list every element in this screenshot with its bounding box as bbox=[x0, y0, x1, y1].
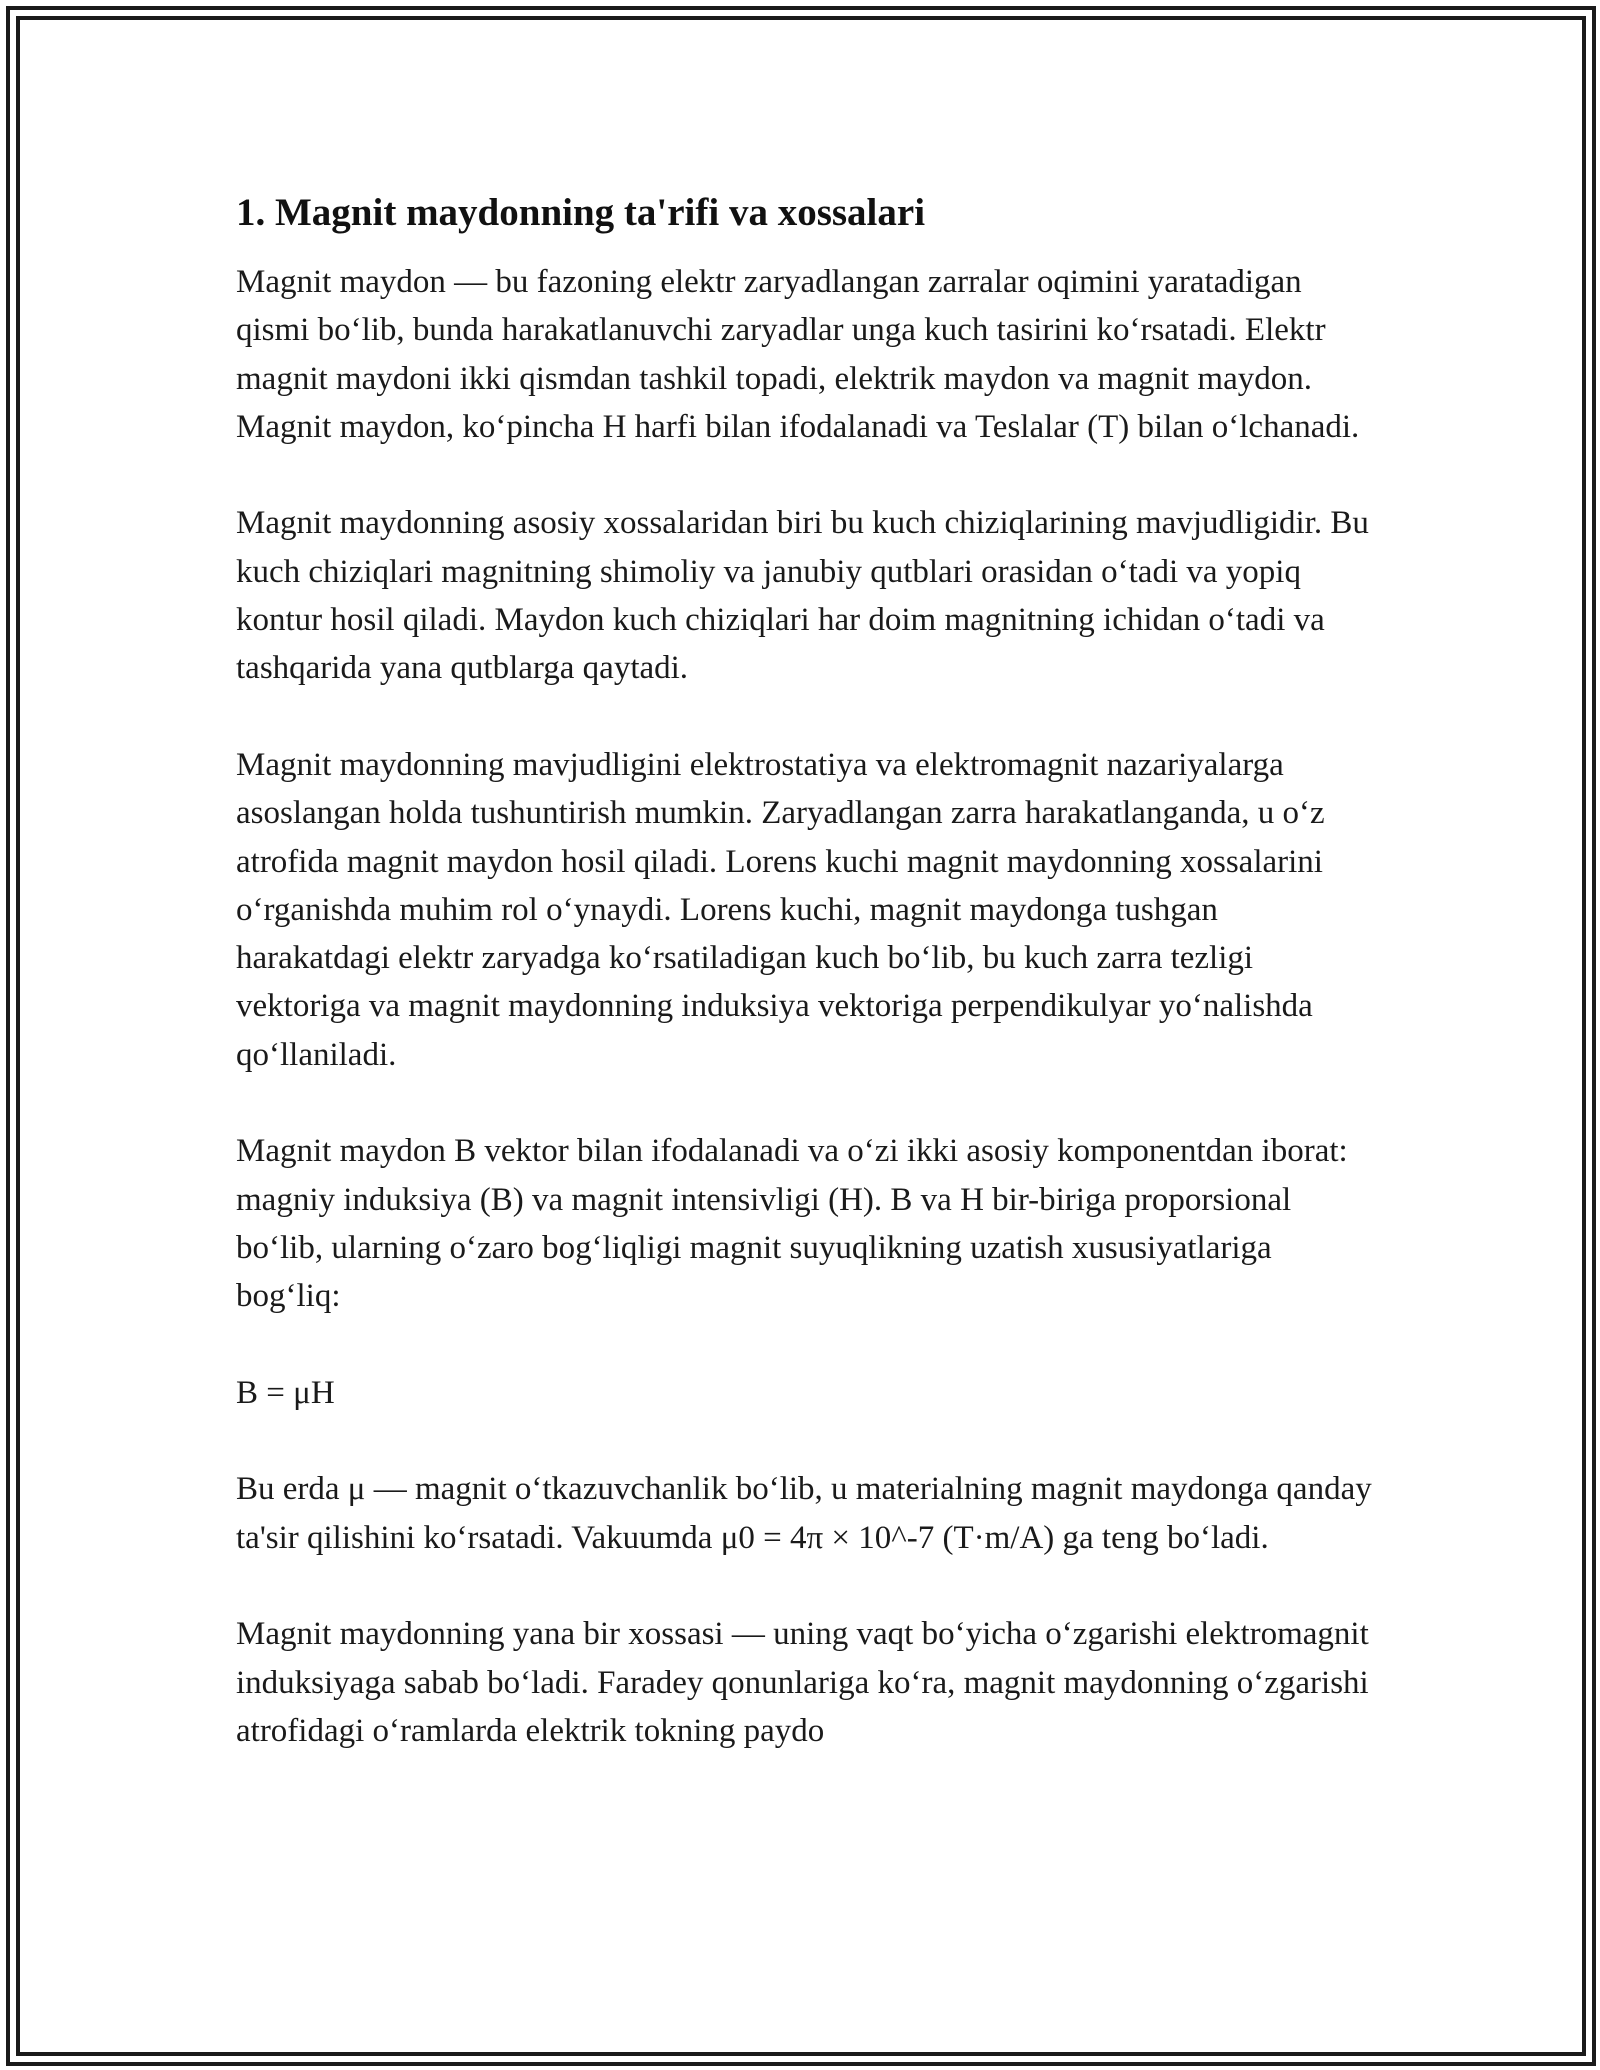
document-body bbox=[236, 188, 1376, 1804]
paragraph-lorentz-force: Magnit maydonning mavjudligini elektrostatiya va elektromagnit nazariyalarga asoslangan holda tushuntirish mumkin. Zaryadlangan zarra harakatlanganda, u o‘z atrofida magnit maydon hosil qiladi. Lorens kuchi magnit maydonning xossalarini o‘rganishda muhim rol o‘ynaydi. Lorens kuchi, magnit maydonga tushgan harakatdagi elektr zaryadga ko‘rsatiladigan kuch bo‘lib, bu kuch zarra tezligi vektoriga va magnit maydonning induksiya vektoriga perpendikulyar yo‘nalishda qo‘llaniladi. bbox=[236, 746, 1325, 1073]
section-heading: 1. Magnit maydonning ta'rifi va xossalari bbox=[236, 191, 926, 234]
formula-b-mu-h: B = μH bbox=[236, 1374, 335, 1411]
paragraph-b-vector: Magnit maydon B vektor bilan ifodalanadi va o‘zi ikki asosiy komponentdan iborat: magniy induksiya (B) va magnit intensivligi (H). B va H bir-biriga proporsional bo‘lib, ularning o‘zaro bog‘liqligi magnit suyuqlikning uzatish xususiyatlariga bog‘liq: bbox=[236, 1133, 1348, 1315]
paragraph-permeability: Bu erda μ — magnit o‘tkazuvchanlik bo‘lib, u materialning magnit maydonga qanday ta'sir qilishini ko‘rsatadi. Vakuumda μ0 = 4π × 10^-7 (T·m/A) ga teng bo‘ladi. bbox=[236, 1471, 1372, 1556]
paragraph-definition: Magnit maydon — bu fazoning elektr zaryadlangan zarralar oqimini yaratadigan qismi bo‘lib, bunda harakatlanuvchi zaryadlar unga kuch tasirini ko‘rsatadi. Elektr magnit maydoni ikki qismdan tashkil topadi, elektrik maydon va magnit maydon. Magnit maydon, ko‘pincha H harfi bilan ifodalanadi va Teslalar (T) bilan o‘lchanadi. bbox=[236, 264, 1360, 445]
paragraph-field-lines: Magnit maydonning asosiy xossalaridan biri bu kuch chiziqlarining mavjudligidir. Bu kuch chiziqlari magnitning shimoliy va janubiy qutblari orasidan o‘tadi va yopiq kontur hosil qiladi. Maydon kuch chiziqlari har doim magnitning ichidan o‘tadi va tashqarida yana qutblarga qaytadi. bbox=[236, 505, 1369, 687]
paragraph-induction: Magnit maydonning yana bir xossasi — uning vaqt bo‘yicha o‘zgarishi elektromagnit induksiyaga sabab bo‘ladi. Faradey qonunlariga ko‘ra, magnit maydonning o‘zgarishi atrofidagi o‘ramlarda elektrik tokning paydo bbox=[236, 1616, 1369, 1749]
